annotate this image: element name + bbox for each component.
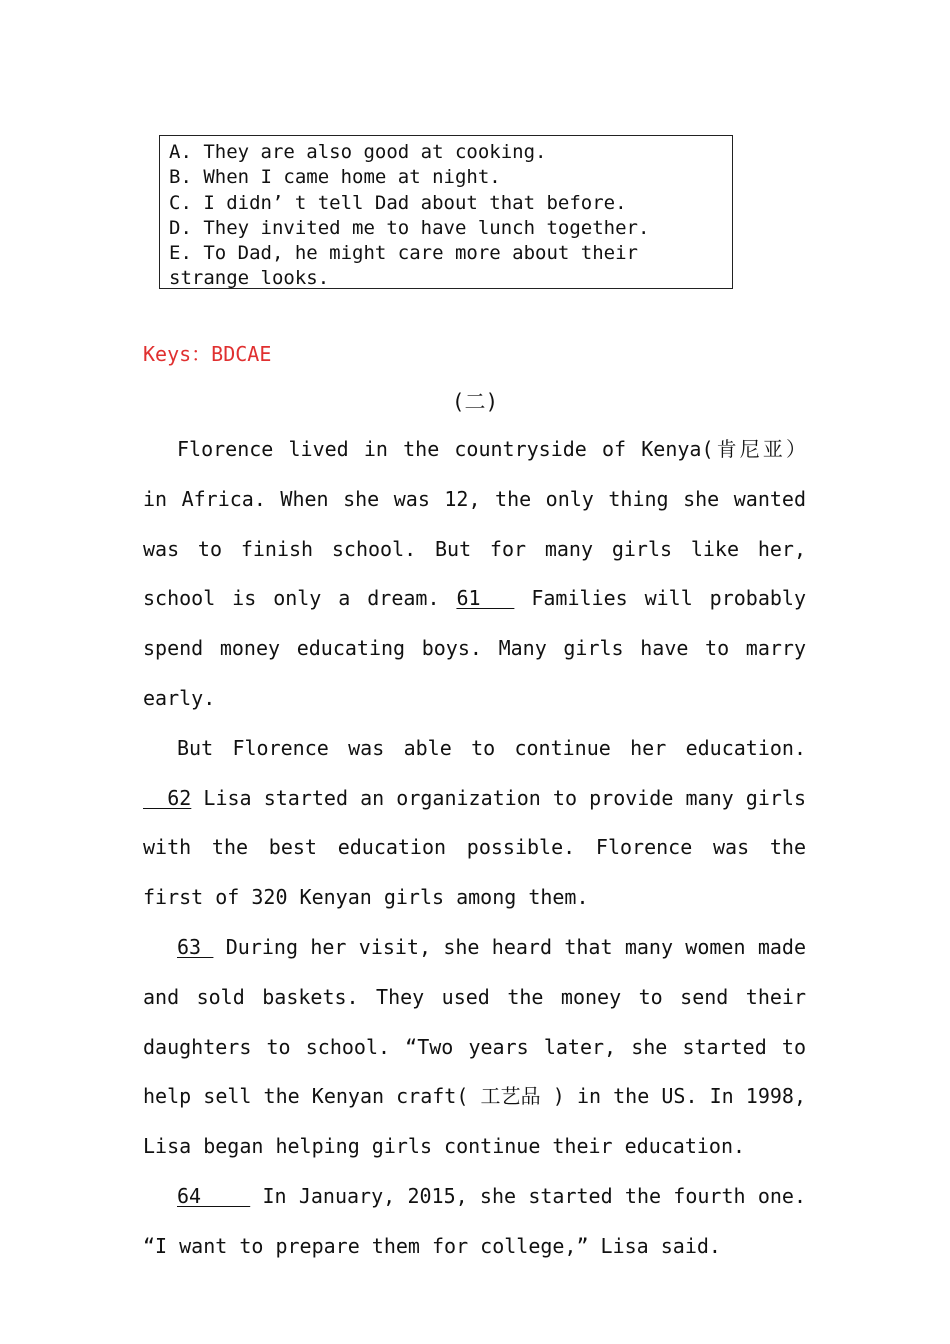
blank-61: 61 <box>456 586 515 611</box>
paragraph-1-text-3: Families will probably spend money educating boys. Many girls have to marry early. <box>143 586 807 710</box>
option-b: B. When I came home at night. <box>169 166 501 189</box>
section-title: (二) <box>451 390 499 414</box>
chinese-annotation-craft: 工艺品 <box>480 1084 541 1109</box>
paragraph-2-text-1: But Florence was able to continue her education. <box>177 735 806 760</box>
blank-63: 63 <box>177 934 214 959</box>
blank-62: 62 <box>143 785 192 810</box>
option-d: D. They invited me to have lunch together. <box>169 216 650 239</box>
paragraph-2-text-2: Lisa started an organization to provide many girls with the best education possible. Florence was the first of 320 Kenyan girls among them. <box>143 785 806 910</box>
options-box <box>159 135 733 289</box>
paragraph-4-text-1: In January, 2015, she started the fourth one. “I want to prepare them for college,” Lisa said. <box>143 1183 806 1258</box>
paragraph-1-text-1: Florence lived in the countryside of Kenya( <box>177 437 714 461</box>
option-a: A. They are also good at cooking. <box>169 141 547 163</box>
paragraph-4 <box>143 1172 806 1272</box>
blank-64: 64 <box>177 1183 251 1208</box>
option-e: E. To Dad, he might care more about their strange looks. <box>169 242 650 290</box>
option-c: C. I didn’ t tell Dad about that before. <box>169 191 627 214</box>
reading-passage <box>143 425 806 1272</box>
paragraph-1-text-2: ） in Africa. When she was 12, the only thing she wanted was to finish school. But for many girls like her, school is only a dream. <box>143 437 807 611</box>
answer-keys: Keys：BDCAE <box>143 342 272 366</box>
paragraph-2 <box>143 724 806 923</box>
paragraph-3 <box>143 923 806 1172</box>
paragraph-3-text-2: ) in the US. In 1998, Lisa began helping girls continue their education. <box>143 1084 806 1159</box>
chinese-annotation-kenya: 肯尼亚 <box>713 437 787 461</box>
paragraph-3-text-1: During her visit, she heard that many women made and sold baskets. They used the money to send their daughters to school. “Two years later, she started to help sell the Kenyan craft( <box>143 934 807 1109</box>
paragraph-1 <box>143 425 806 724</box>
